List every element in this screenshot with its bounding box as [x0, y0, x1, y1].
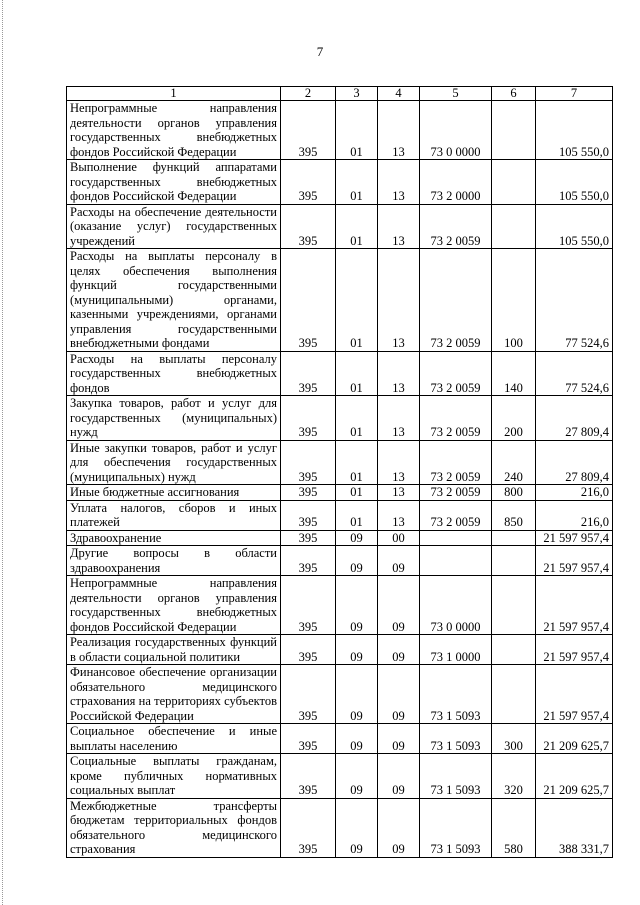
row-name-cell: Расходы на выплаты персоналу в целях обеспечения выполнения функций государственными (муниципальными) органами, казенными учреждениями, органами управления государственными внебюджетными фондами [67, 249, 281, 352]
expense-type-cell: 320 [492, 754, 536, 799]
subsection-cell: 13 [378, 396, 420, 441]
subsection-cell: 09 [378, 576, 420, 635]
column-header: 4 [378, 87, 420, 101]
admin-code-cell: 395 [281, 724, 336, 754]
expense-type-cell [492, 204, 536, 249]
amount-cell: 77 524,6 [536, 249, 613, 352]
column-header: 3 [336, 87, 378, 101]
target-article-cell: 73 1 0000 [420, 635, 492, 665]
table-row [67, 530, 613, 546]
subsection-cell: 13 [378, 500, 420, 530]
expense-type-cell [492, 546, 536, 576]
amount-cell: 216,0 [536, 500, 613, 530]
admin-code-cell: 395 [281, 396, 336, 441]
amount-cell: 27 809,4 [536, 396, 613, 441]
subsection-cell: 13 [378, 440, 420, 485]
table-row [67, 635, 613, 665]
target-article-cell: 73 1 5093 [420, 665, 492, 724]
target-article-cell: 73 1 5093 [420, 798, 492, 857]
expense-type-cell [492, 576, 536, 635]
target-article-cell [420, 546, 492, 576]
table-row [67, 396, 613, 441]
section-cell: 01 [336, 485, 378, 501]
column-header: 6 [492, 87, 536, 101]
table-row [67, 440, 613, 485]
section-cell: 01 [336, 204, 378, 249]
expense-type-cell: 100 [492, 249, 536, 352]
table-row [67, 500, 613, 530]
table-row [67, 665, 613, 724]
amount-cell: 105 550,0 [536, 101, 613, 160]
subsection-cell: 13 [378, 485, 420, 501]
admin-code-cell: 395 [281, 101, 336, 160]
section-cell: 09 [336, 635, 378, 665]
table-row [67, 576, 613, 635]
target-article-cell: 73 2 0059 [420, 204, 492, 249]
row-name-cell: Реализация государственных функций в области социальной политики [67, 635, 281, 665]
admin-code-cell: 395 [281, 798, 336, 857]
section-cell: 09 [336, 665, 378, 724]
row-name-cell: Другие вопросы в области здравоохранения [67, 546, 281, 576]
budget-table [66, 86, 613, 858]
amount-cell: 21 597 957,4 [536, 576, 613, 635]
admin-code-cell: 395 [281, 576, 336, 635]
amount-cell: 21 209 625,7 [536, 754, 613, 799]
target-article-cell: 73 0 0000 [420, 576, 492, 635]
target-article-cell: 73 2 0059 [420, 440, 492, 485]
admin-code-cell: 395 [281, 546, 336, 576]
section-cell: 09 [336, 546, 378, 576]
amount-cell: 21 597 957,4 [536, 530, 613, 546]
page-edge-line [2, 0, 3, 905]
column-header: 5 [420, 87, 492, 101]
amount-cell: 27 809,4 [536, 440, 613, 485]
expense-type-cell: 300 [492, 724, 536, 754]
table-row [67, 485, 613, 501]
row-name-cell: Иные бюджетные ассигнования [67, 485, 281, 501]
subsection-cell: 09 [378, 754, 420, 799]
expense-type-cell: 140 [492, 351, 536, 396]
admin-code-cell: 395 [281, 754, 336, 799]
amount-cell: 388 331,7 [536, 798, 613, 857]
section-cell: 09 [336, 754, 378, 799]
row-name-cell: Расходы на обеспечение деятельности (оказание услуг) государственных учреждений [67, 204, 281, 249]
section-cell: 01 [336, 500, 378, 530]
target-article-cell [420, 530, 492, 546]
section-cell: 01 [336, 101, 378, 160]
amount-cell: 77 524,6 [536, 351, 613, 396]
section-cell: 01 [336, 160, 378, 205]
amount-cell: 21 597 957,4 [536, 546, 613, 576]
page-number: 7 [316, 44, 324, 59]
admin-code-cell: 395 [281, 249, 336, 352]
admin-code-cell: 395 [281, 530, 336, 546]
subsection-cell: 00 [378, 530, 420, 546]
row-name-cell: Здравоохранение [67, 530, 281, 546]
expense-type-cell [492, 101, 536, 160]
expense-type-cell [492, 665, 536, 724]
section-cell: 01 [336, 440, 378, 485]
target-article-cell: 73 2 0059 [420, 396, 492, 441]
amount-cell: 21 209 625,7 [536, 724, 613, 754]
table-row [67, 546, 613, 576]
admin-code-cell: 395 [281, 485, 336, 501]
column-header: 1 [67, 87, 281, 101]
target-article-cell: 73 2 0059 [420, 485, 492, 501]
admin-code-cell: 395 [281, 440, 336, 485]
row-name-cell: Межбюджетные трансферты бюджетам территориальных фондов обязательного медицинского страхования [67, 798, 281, 857]
subsection-cell: 13 [378, 101, 420, 160]
table-row [67, 351, 613, 396]
table-row [67, 101, 613, 160]
row-name-cell: Закупка товаров, работ и услуг для государственных (муниципальных) нужд [67, 396, 281, 441]
amount-cell: 21 597 957,4 [536, 635, 613, 665]
section-cell: 09 [336, 798, 378, 857]
row-name-cell: Социальные выплаты гражданам, кроме публичных нормативных социальных выплат [67, 754, 281, 799]
amount-cell: 216,0 [536, 485, 613, 501]
expense-type-cell: 850 [492, 500, 536, 530]
row-name-cell: Непрограммные направления деятельности органов управления государственных внебюджетных фондов Российской Федерации [67, 576, 281, 635]
target-article-cell: 73 2 0000 [420, 160, 492, 205]
section-cell: 01 [336, 249, 378, 352]
column-header: 7 [536, 87, 613, 101]
expense-type-cell: 580 [492, 798, 536, 857]
subsection-cell: 13 [378, 249, 420, 352]
admin-code-cell: 395 [281, 351, 336, 396]
section-cell: 09 [336, 724, 378, 754]
admin-code-cell: 395 [281, 160, 336, 205]
target-article-cell: 73 2 0059 [420, 351, 492, 396]
section-cell: 01 [336, 351, 378, 396]
subsection-cell: 09 [378, 546, 420, 576]
amount-cell: 105 550,0 [536, 160, 613, 205]
row-name-cell: Расходы на выплаты персоналу государственных внебюджетных фондов [67, 351, 281, 396]
expense-type-cell: 800 [492, 485, 536, 501]
subsection-cell: 13 [378, 204, 420, 249]
expense-type-cell [492, 635, 536, 665]
target-article-cell: 73 2 0059 [420, 249, 492, 352]
target-article-cell: 73 2 0059 [420, 500, 492, 530]
row-name-cell: Уплата налогов, сборов и иных платежей [67, 500, 281, 530]
subsection-cell: 09 [378, 665, 420, 724]
expense-type-cell [492, 530, 536, 546]
admin-code-cell: 395 [281, 500, 336, 530]
row-name-cell: Финансовое обеспечение организации обязательного медицинского страхования на территориях субъектов Российской Федерации [67, 665, 281, 724]
table-row [67, 754, 613, 799]
table-row [67, 160, 613, 205]
subsection-cell: 09 [378, 798, 420, 857]
admin-code-cell: 395 [281, 204, 336, 249]
section-cell: 09 [336, 576, 378, 635]
section-cell: 09 [336, 530, 378, 546]
subsection-cell: 09 [378, 724, 420, 754]
expense-type-cell: 200 [492, 396, 536, 441]
section-cell: 01 [336, 396, 378, 441]
row-name-cell: Иные закупки товаров, работ и услуг для обеспечения государственных (муниципальных) нужд [67, 440, 281, 485]
subsection-cell: 09 [378, 635, 420, 665]
expense-type-cell [492, 160, 536, 205]
amount-cell: 21 597 957,4 [536, 665, 613, 724]
table-row [67, 724, 613, 754]
table-row [67, 204, 613, 249]
table-header-row [67, 87, 613, 101]
expense-type-cell: 240 [492, 440, 536, 485]
table-row [67, 249, 613, 352]
target-article-cell: 73 1 5093 [420, 724, 492, 754]
target-article-cell: 73 1 5093 [420, 754, 492, 799]
subsection-cell: 13 [378, 160, 420, 205]
admin-code-cell: 395 [281, 635, 336, 665]
column-header: 2 [281, 87, 336, 101]
table-row [67, 798, 613, 857]
row-name-cell: Непрограммные направления деятельности органов управления государственных внебюджетных фондов Российской Федерации [67, 101, 281, 160]
row-name-cell: Социальное обеспечение и иные выплаты населению [67, 724, 281, 754]
admin-code-cell: 395 [281, 665, 336, 724]
row-name-cell: Выполнение функций аппаратами государственных внебюджетных фондов Российской Федерации [67, 160, 281, 205]
subsection-cell: 13 [378, 351, 420, 396]
amount-cell: 105 550,0 [536, 204, 613, 249]
target-article-cell: 73 0 0000 [420, 101, 492, 160]
